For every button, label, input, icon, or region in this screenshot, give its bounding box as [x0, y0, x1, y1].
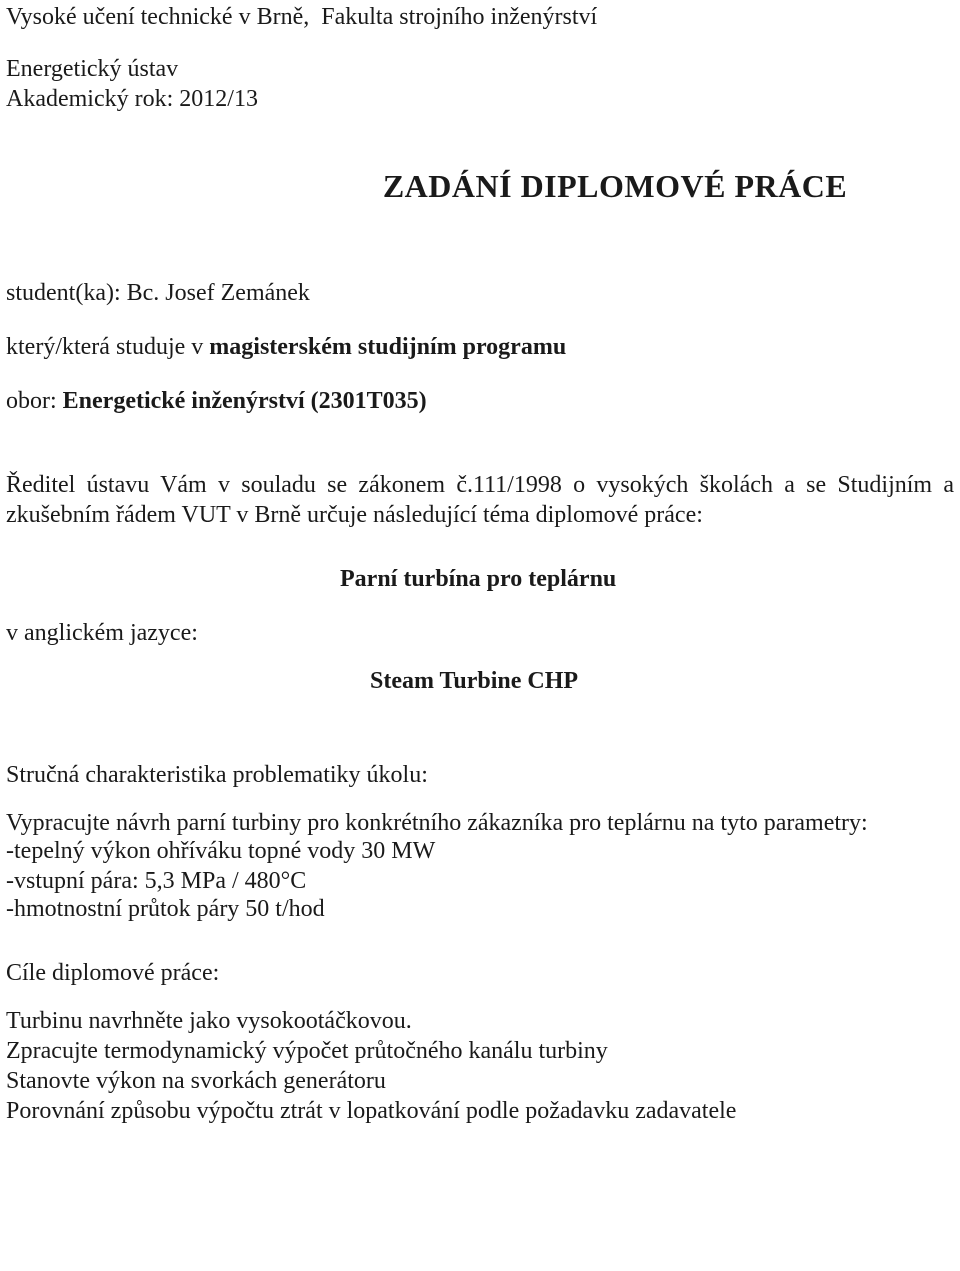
program-prefix: který/která studuje v — [6, 334, 204, 360]
student-name: Bc. Josef Zemánek — [126, 280, 310, 306]
academic-year: Akademický rok: 2012/13 — [6, 86, 258, 112]
goals-line: Turbinu navrhněte jako vysokootáčkovou. — [6, 1008, 412, 1034]
field-line — [6, 386, 427, 416]
field-value: Energetické inženýrství (2301T035) — [62, 388, 427, 414]
characteristics-line: -hmotnostní průtok páry 50 t/hod — [6, 896, 325, 922]
goals-line: Stanovte výkon na svorkách generátoru — [6, 1068, 386, 1094]
program-line — [6, 332, 566, 362]
school-name: Vysoké učení technické v Brně, — [6, 4, 310, 30]
english-label: v anglickém jazyce: — [6, 620, 198, 646]
student-label: student(ka): — [6, 280, 121, 306]
document-title — [0, 168, 960, 205]
field-prefix: obor: — [6, 388, 57, 414]
characteristics-line: -tepelný výkon ohříváku topné vody 30 MW — [6, 838, 436, 864]
topic-czech: Parní turbína pro teplárnu — [340, 566, 617, 592]
intro-paragraph: Ředitel ústavu Vám v souladu se zákonem č.111/1998 o vysokých školách a se Studijním a zkušebním řádem VUT v Brně určuje následující téma diplomové práce: — [6, 472, 954, 528]
goals-heading: Cíle diplomové práce: — [6, 960, 220, 986]
topic-english: Steam Turbine CHP — [370, 668, 579, 694]
program-value: magisterském studijním programu — [209, 334, 567, 360]
characteristics-line: Vypracujte návrh parní turbiny pro konkrétního zákazníka pro teplárnu na tyto parametry: — [6, 810, 868, 836]
student-line — [6, 278, 310, 308]
faculty-name: Fakulta strojního inženýrství — [321, 4, 598, 30]
institute-name: Energetický ústav — [6, 56, 179, 82]
header-school-line — [6, 2, 597, 32]
characteristics-line: -vstupní pára: 5,3 MPa / 480°C — [6, 868, 307, 894]
goals-line: Zpracujte termodynamický výpočet průtočného kanálu turbiny — [6, 1038, 608, 1064]
characteristics-heading: Stručná charakteristika problematiky úkolu: — [6, 762, 428, 788]
goals-line: Porovnání způsobu výpočtu ztrát v lopatkování podle požadavku zadavatele — [6, 1098, 737, 1124]
document-title-text: ZADÁNÍ DIPLOMOVÉ PRÁCE — [382, 168, 848, 204]
